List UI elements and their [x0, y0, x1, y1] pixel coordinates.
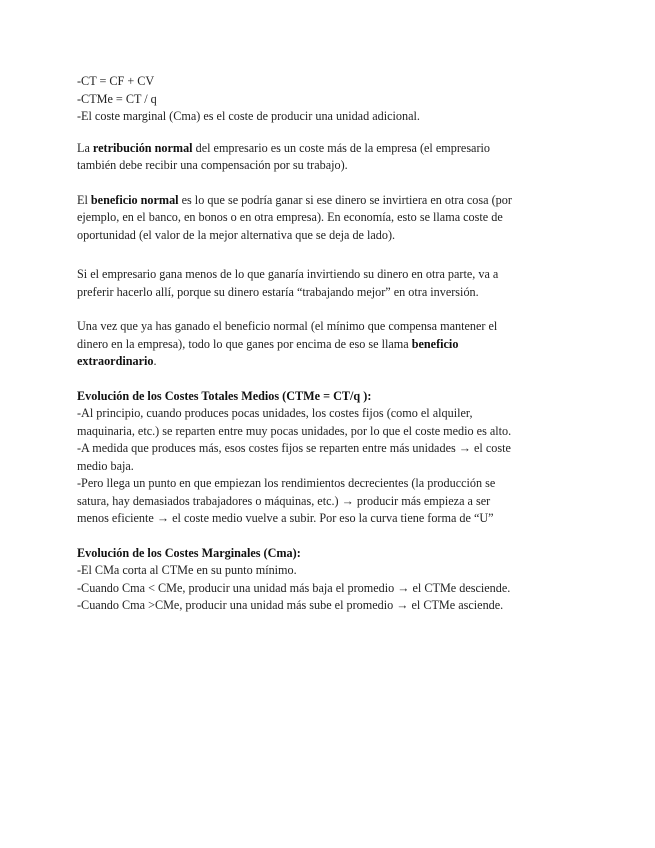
section-heading-cma: Evolución de los Costes Marginales (Cma): — [77, 545, 301, 560]
section-line: -Pero llega un punto en que empiezan los rendimientos decrecientes (la producción se — [77, 476, 496, 490]
section-line: -A medida que produces más, esos costes fijos se reparten entre más unidades → el coste — [77, 441, 511, 455]
formulas-block — [77, 73, 587, 126]
section-line: -Al principio, cuando produces pocas unidades, los costes fijos (como el alquiler, — [77, 406, 473, 420]
section-line: -El CMa corta al CTMe en su punto mínimo. — [77, 563, 297, 577]
term-beneficio-normal: beneficio normal — [90, 192, 179, 207]
formula-ct: -CT = CF + CV — [77, 74, 155, 88]
document-page — [77, 73, 587, 615]
paragraph-beneficio-extraordinario: Una vez que ya has ganado el beneficio normal (el mínimo que compensa mantener el dinero en la empresa), todo lo que ganes por encima de eso se llama beneficio extraordinario. — [77, 319, 498, 368]
section-line: maquinaria, etc.) se reparten entre muy pocas unidades, por lo que el coste medio es alto. — [77, 423, 512, 438]
paragraph-retribucion-normal: La retribución normal del empresario es un coste más de la empresa (el empresario también debe recibir una compensación por su trabajo). — [77, 140, 491, 172]
term-retribucion-normal: retribución normal — [92, 140, 193, 155]
section-line: -Cuando Cma < CMe, producir una unidad más baja el promedio → el CTMe desciende. — [77, 580, 511, 595]
section-line: medio baja. — [77, 458, 134, 473]
term-extraordinario: extraordinario — [77, 354, 154, 368]
section-line: menos eficiente → el coste medio vuelve a subir. Por eso la curva tiene forma de “U” — [77, 511, 494, 525]
definition-cma: -El coste marginal (Cma) es el coste de producir una unidad adicional. — [77, 109, 420, 123]
section-costes-marginales — [77, 545, 587, 615]
formula-ctme: -CTMe = CT / q — [77, 91, 157, 106]
section-heading-ctme: Evolución de los Costes Totales Medios (CTMe = CT/q ): — [77, 388, 372, 403]
paragraph-empresario-gana-menos: Si el empresario gana menos de lo que ganaría invirtiendo su dinero en otra parte, va a preferir hacerlo allí, porque su dinero estaría “trabajando mejor” en otra inversión. — [77, 267, 499, 299]
section-costes-totales-medios — [77, 388, 587, 528]
section-line: -Cuando Cma >CMe, producir una unidad más sube el promedio → el CTMe asciende. — [77, 598, 504, 612]
section-line: satura, hay demasiados trabajadores o máquinas, etc.) → producir más empieza a ser — [77, 493, 491, 508]
term-beneficio: beneficio — [411, 336, 459, 351]
paragraph-beneficio-normal: El beneficio normal es lo que se podría ganar si ese dinero se invirtiera en otra cosa (por ejemplo, en el banco, en bonos o en otra empresa). En economía, esto se llama coste de oportunidad (el valor de la mejor alternativa que se deja de lado). — [77, 192, 512, 242]
